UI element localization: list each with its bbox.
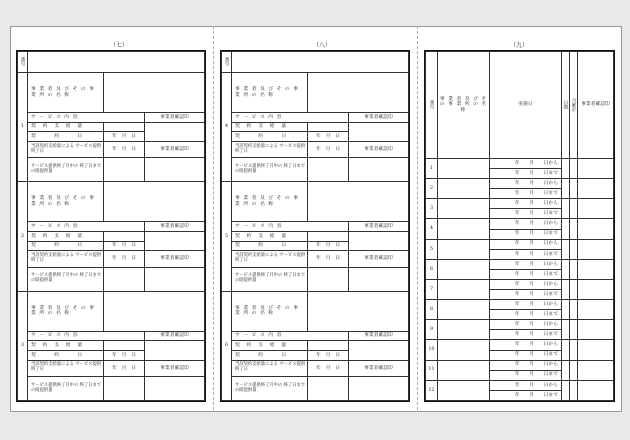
provider-name-label: 事 業 者 及 び そ の 事 業 所 の 名 称 [232, 291, 308, 331]
monthly-total-field[interactable] [570, 199, 578, 219]
to-date-field[interactable]: 年 月 日まで [490, 350, 562, 360]
stay-entry-from-row [426, 159, 614, 169]
to-date-field[interactable]: 年 月 日まで [490, 290, 562, 300]
number-header: 番号 [222, 52, 232, 73]
service-label: サ ー ビ ス 内 容 [28, 222, 145, 232]
provider-name-field[interactable] [438, 360, 490, 380]
amount-field[interactable] [104, 341, 145, 351]
seal-field[interactable] [578, 320, 614, 340]
used-label: サービス提供終了月中の 終了日までの既提供量 [28, 158, 104, 182]
from-date-field[interactable]: 年 月 日から [490, 179, 562, 189]
used-row [222, 158, 409, 182]
entry-number: 9 [426, 320, 438, 340]
days-header: 日数 [562, 52, 570, 159]
end-row [222, 141, 409, 157]
amount-field[interactable] [104, 231, 145, 241]
entry-name-row [18, 182, 205, 222]
days-field[interactable] [562, 279, 570, 299]
days-field[interactable] [562, 300, 570, 320]
stay-entry-from-row [426, 219, 614, 229]
date-field[interactable]: 年 月 日 [104, 132, 145, 142]
seal-header-2: 事業者確認印 [145, 141, 205, 157]
stay-entry-from-row [426, 360, 614, 370]
service-label: サ ー ビ ス 内 容 [232, 222, 349, 232]
service-row [222, 113, 409, 123]
amount-field[interactable] [308, 122, 349, 132]
entry-number: 5 [426, 239, 438, 259]
entry-number: 3 [18, 291, 28, 400]
blank-header [28, 52, 205, 73]
number-header: 番号 [18, 52, 28, 73]
provider-name-field[interactable] [438, 239, 490, 259]
used-label: サービス提供終了月中の 終了日までの既提供量 [232, 267, 308, 291]
provider-name-field[interactable] [438, 320, 490, 340]
amount-row [222, 122, 409, 132]
entry-number: 1 [426, 159, 438, 179]
end-row [18, 141, 205, 157]
seal-field[interactable] [578, 380, 614, 400]
entry-number: 7 [426, 279, 438, 299]
entry-name-row [18, 73, 205, 113]
used-field[interactable] [308, 377, 349, 401]
used-field[interactable] [104, 377, 145, 401]
seal-field[interactable] [578, 159, 614, 179]
service-label: サ ー ビ ス 内 容 [232, 331, 349, 341]
amount-field[interactable] [308, 341, 349, 351]
monthly-total-field[interactable] [570, 300, 578, 320]
section-8-table [220, 50, 410, 402]
seal-field[interactable] [578, 279, 614, 299]
end-label: 当該契約支給量による サービス提供終了日 [232, 360, 308, 376]
seal-field[interactable] [578, 239, 614, 259]
end-row [18, 360, 205, 376]
end-label: 当該契約支給量による サービス提供終了日 [28, 251, 104, 267]
seal-field-2[interactable] [145, 158, 205, 182]
service-row [18, 222, 205, 232]
end-label: 当該契約支給量による サービス提供終了日 [28, 360, 104, 376]
provider-name-field[interactable] [104, 182, 205, 222]
date-label: 契 約 日 [232, 241, 308, 251]
to-date-field[interactable]: 年 月 日まで [490, 310, 562, 320]
amount-row [222, 341, 409, 351]
seal-header: 事業者確認印 [349, 331, 409, 341]
end-field[interactable]: 年 月 日 [104, 141, 145, 157]
entry-number: 6 [222, 291, 232, 400]
entry-number: 1 [18, 73, 28, 182]
section-8-number: （八） [312, 42, 331, 49]
amount-row [222, 231, 409, 241]
seal-header: 事業者確認印 [145, 331, 205, 341]
date-label: 契 約 日 [232, 132, 308, 142]
seal-field[interactable] [145, 231, 205, 250]
to-date-field[interactable]: 年 月 日まで [490, 370, 562, 380]
entry-name-row [18, 291, 205, 331]
entry-number: 4 [222, 73, 232, 182]
seal-header-2: 事業者確認印 [349, 251, 409, 267]
monthly-total-field[interactable] [570, 340, 578, 360]
entry-number: 11 [426, 360, 438, 380]
seal-header-2: 事業者確認印 [349, 360, 409, 376]
end-field[interactable]: 年 月 日 [104, 251, 145, 267]
section-7-table [16, 50, 206, 402]
provider-name-field[interactable] [104, 291, 205, 331]
stay-entry-from-row [426, 380, 614, 390]
to-date-field[interactable]: 年 月 日まで [490, 249, 562, 259]
end-label: 当該契約支給量による サービス提供終了日 [232, 141, 308, 157]
to-date-field[interactable]: 年 月 日まで [490, 189, 562, 199]
end-row [222, 251, 409, 267]
provider-name-field[interactable] [308, 291, 409, 331]
entry-number: 5 [222, 182, 232, 291]
number-header: 番号 [426, 52, 438, 159]
stay-entry-from-row [426, 259, 614, 269]
provider-name-label: 事 業 者 及 び そ の 事 業 所 の 名 称 [232, 182, 308, 222]
fold-line-1 [213, 26, 214, 410]
end-field[interactable]: 年 月 日 [104, 360, 145, 376]
provider-table-8 [221, 51, 409, 401]
seal-field[interactable] [578, 199, 614, 219]
from-date-field[interactable]: 年 月 日から [490, 159, 562, 169]
amount-field[interactable] [308, 231, 349, 241]
date-field[interactable]: 年 月 日 [308, 350, 349, 360]
used-row [18, 377, 205, 401]
amount-row [18, 231, 205, 241]
end-label: 当該契約支給量による サービス提供終了日 [28, 141, 104, 157]
from-date-field[interactable]: 年 月 日から [490, 199, 562, 209]
provider-name-header: 事 業 者 及 び そ の 事 業 所 の 名 称 [438, 52, 490, 159]
service-row [222, 331, 409, 341]
seal-header: 事業者確認印 [349, 222, 409, 232]
seal-header: 事業者確認印 [145, 222, 205, 232]
monthly-total-field[interactable] [570, 179, 578, 199]
provider-name-field[interactable] [308, 182, 409, 222]
monthly-total-field[interactable] [570, 320, 578, 340]
seal-header: 事業者確認印 [578, 52, 614, 159]
used-field[interactable] [104, 267, 145, 291]
provider-table-7 [17, 51, 205, 401]
seal-field[interactable] [349, 341, 409, 360]
header-row [18, 52, 205, 73]
provider-name-label: 事 業 者 及 び そ の 事 業 所 の 名 称 [232, 73, 308, 113]
used-row [222, 267, 409, 291]
end-field[interactable]: 年 月 日 [308, 251, 349, 267]
used-label: サービス提供終了月中の 終了日までの既提供量 [232, 158, 308, 182]
stay-entry-from-row [426, 279, 614, 289]
entry-number: 3 [426, 199, 438, 219]
section-7-number: （七） [109, 42, 128, 49]
end-row [222, 360, 409, 376]
service-row [222, 222, 409, 232]
service-label: サ ー ビ ス 内 容 [28, 113, 145, 123]
seal-field-2[interactable] [349, 267, 409, 291]
seal-header-2: 事業者確認印 [145, 360, 205, 376]
fold-line-2 [417, 26, 418, 410]
stay-entry-from-row [426, 320, 614, 330]
provider-name-label: 事 業 者 及 び そ の 事 業 所 の 名 称 [28, 73, 104, 113]
to-date-field[interactable]: 年 月 日まで [490, 390, 562, 400]
period-header: 実施日 [490, 52, 562, 159]
entry-number: 10 [426, 340, 438, 360]
header-row [426, 52, 614, 159]
monthly-total-field[interactable] [570, 239, 578, 259]
monthly-total-field[interactable] [570, 380, 578, 400]
amount-label: 契 約 支 給 量 [232, 341, 308, 351]
seal-header-2: 事業者確認印 [145, 251, 205, 267]
amount-label: 契 約 支 給 量 [28, 231, 104, 241]
seal-field-2[interactable] [145, 377, 205, 401]
entry-number: 8 [426, 300, 438, 320]
seal-field-2[interactable] [349, 377, 409, 401]
seal-field[interactable] [578, 300, 614, 320]
service-row [18, 113, 205, 123]
provider-name-field[interactable] [438, 259, 490, 279]
date-label: 契 約 日 [28, 241, 104, 251]
header-row [222, 52, 409, 73]
provider-name-field[interactable] [438, 219, 490, 239]
amount-label: 契 約 支 給 量 [232, 231, 308, 241]
amount-row [18, 122, 205, 132]
from-date-field[interactable]: 年 月 日から [490, 360, 562, 370]
entry-number: 2 [426, 179, 438, 199]
used-row [222, 377, 409, 401]
to-date-field[interactable]: 年 月 日まで [490, 229, 562, 239]
from-date-field[interactable]: 年 月 日から [490, 340, 562, 350]
provider-name-field[interactable] [438, 300, 490, 320]
stay-entry-from-row [426, 340, 614, 350]
page-bottom-edge [10, 412, 620, 413]
from-date-field[interactable]: 年 月 日から [490, 300, 562, 310]
entry-number: 12 [426, 380, 438, 400]
monthly-total-field[interactable] [570, 159, 578, 179]
end-label: 当該契約支給量による サービス提供終了日 [232, 251, 308, 267]
seal-field-2[interactable] [349, 158, 409, 182]
provider-name-label: 事 業 者 及 び そ の 事 業 所 の 名 称 [28, 291, 104, 331]
seal-field[interactable] [349, 122, 409, 141]
amount-label: 契 約 支 給 量 [28, 122, 104, 132]
date-field[interactable]: 年 月 日 [308, 132, 349, 142]
stay-entry-from-row [426, 199, 614, 209]
provider-name-label: 事 業 者 及 び そ の 事 業 所 の 名 称 [28, 182, 104, 222]
used-row [18, 158, 205, 182]
seal-field-2[interactable] [145, 267, 205, 291]
service-label: サ ー ビ ス 内 容 [232, 113, 349, 123]
seal-field[interactable] [349, 231, 409, 250]
amount-field[interactable] [104, 122, 145, 132]
date-label: 契 約 日 [28, 132, 104, 142]
provider-name-field[interactable] [438, 380, 490, 400]
monthly-total-field[interactable] [570, 279, 578, 299]
from-date-field[interactable]: 年 月 日から [490, 239, 562, 249]
date-label: 契 約 日 [232, 350, 308, 360]
service-label: サ ー ビ ス 内 容 [28, 331, 145, 341]
from-date-field[interactable]: 年 月 日から [490, 380, 562, 390]
amount-label: 契 約 支 給 量 [232, 122, 308, 132]
used-row [18, 267, 205, 291]
entry-name-row [222, 73, 409, 113]
monthly-total-header: 月累計 [570, 52, 578, 159]
provider-name-field[interactable] [438, 159, 490, 179]
entry-number: 6 [426, 259, 438, 279]
days-field[interactable] [562, 219, 570, 239]
monthly-total-field[interactable] [570, 259, 578, 279]
provider-name-field[interactable] [104, 73, 205, 113]
seal-field[interactable] [145, 341, 205, 360]
seal-field[interactable] [578, 219, 614, 239]
seal-field[interactable] [578, 179, 614, 199]
seal-field[interactable] [578, 360, 614, 380]
used-field[interactable] [308, 267, 349, 291]
stay-entry-from-row [426, 300, 614, 310]
provider-name-field[interactable] [438, 340, 490, 360]
days-field[interactable] [562, 259, 570, 279]
days-field[interactable] [562, 239, 570, 259]
provider-name-field[interactable] [308, 73, 409, 113]
days-field[interactable] [562, 179, 570, 199]
provider-name-field[interactable] [438, 179, 490, 199]
stay-entry-from-row [426, 239, 614, 249]
from-date-field[interactable]: 年 月 日から [490, 259, 562, 269]
date-label: 契 約 日 [28, 350, 104, 360]
from-date-field[interactable]: 年 月 日から [490, 320, 562, 330]
days-field[interactable] [562, 360, 570, 380]
days-field[interactable] [562, 199, 570, 219]
monthly-total-field[interactable] [570, 360, 578, 380]
used-label: サービス提供終了月中の 終了日までの既提供量 [28, 377, 104, 401]
service-row [18, 331, 205, 341]
to-date-field[interactable]: 年 月 日まで [490, 269, 562, 279]
days-field[interactable] [562, 380, 570, 400]
used-label: サービス提供終了月中の 終了日までの既提供量 [232, 377, 308, 401]
section-9-number: （九） [509, 42, 528, 49]
monthly-total-field[interactable] [570, 219, 578, 239]
provider-name-field[interactable] [438, 199, 490, 219]
date-field[interactable]: 年 月 日 [104, 350, 145, 360]
end-row [18, 251, 205, 267]
stay-entry-from-row [426, 179, 614, 189]
to-date-field[interactable]: 年 月 日まで [490, 209, 562, 219]
used-label: サービス提供終了月中の 終了日までの既提供量 [28, 267, 104, 291]
short-stay-table [425, 51, 614, 401]
days-field[interactable] [562, 159, 570, 179]
end-field[interactable]: 年 月 日 [308, 360, 349, 376]
used-field[interactable] [308, 158, 349, 182]
seal-field[interactable] [578, 259, 614, 279]
seal-field[interactable] [145, 122, 205, 141]
entry-name-row [222, 291, 409, 331]
seal-header-2: 事業者確認印 [349, 141, 409, 157]
blank-header [232, 52, 409, 73]
to-date-field[interactable]: 年 月 日まで [490, 169, 562, 179]
section-9-table [424, 50, 615, 402]
from-date-field[interactable]: 年 月 日から [490, 279, 562, 289]
end-field[interactable]: 年 月 日 [308, 141, 349, 157]
entry-number: 2 [18, 182, 28, 291]
used-field[interactable] [104, 158, 145, 182]
provider-name-field[interactable] [438, 279, 490, 299]
seal-header: 事業者確認印 [145, 113, 205, 123]
seal-field[interactable] [578, 340, 614, 360]
days-field[interactable] [562, 320, 570, 340]
amount-row [18, 341, 205, 351]
amount-label: 契 約 支 給 量 [28, 341, 104, 351]
to-date-field[interactable]: 年 月 日まで [490, 330, 562, 340]
entry-number: 4 [426, 219, 438, 239]
seal-header: 事業者確認印 [349, 113, 409, 123]
from-date-field[interactable]: 年 月 日から [490, 219, 562, 229]
date-field[interactable]: 年 月 日 [308, 241, 349, 251]
date-field[interactable]: 年 月 日 [104, 241, 145, 251]
days-field[interactable] [562, 340, 570, 360]
entry-name-row [222, 182, 409, 222]
